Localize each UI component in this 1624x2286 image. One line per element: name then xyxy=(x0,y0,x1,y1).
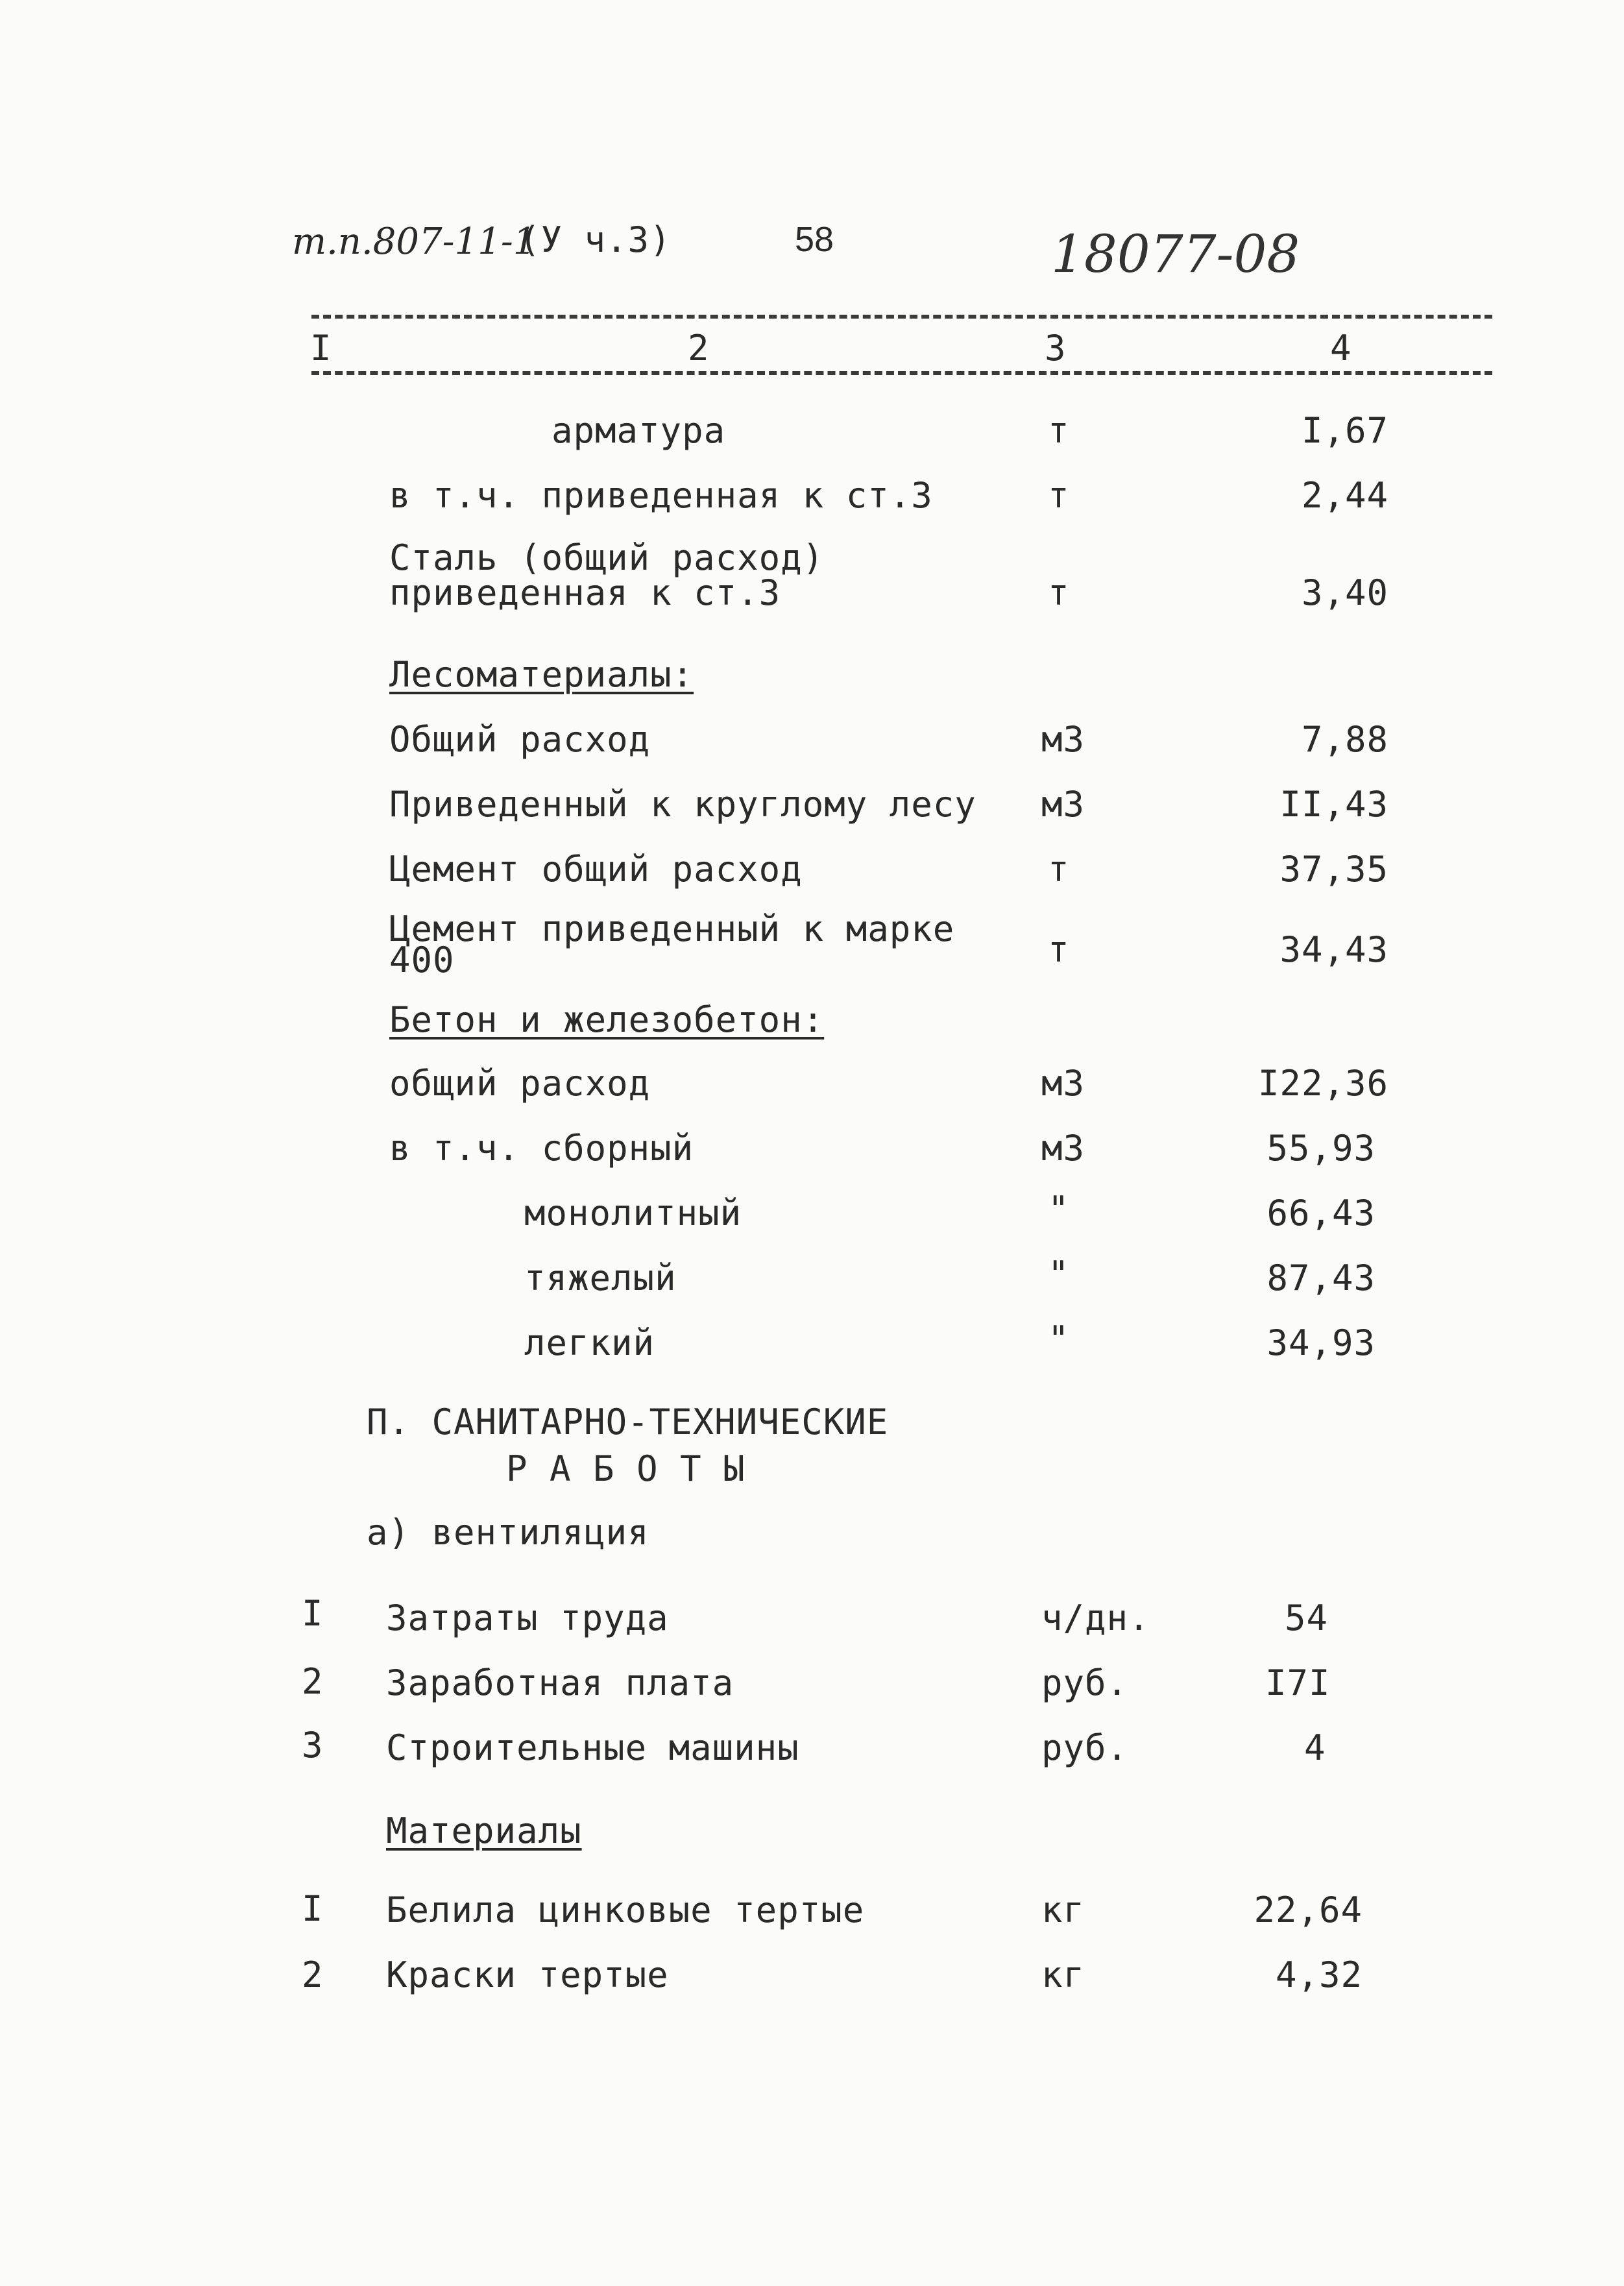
row-value: 3,40 xyxy=(1301,572,1388,613)
material-number: I xyxy=(302,1888,324,1929)
row-name-continuation: приведенная к ст.3 xyxy=(389,572,781,613)
item-unit: руб. xyxy=(1041,1662,1129,1703)
material-unit: кг xyxy=(1041,1954,1085,1995)
row-name: Цемент общий расход xyxy=(389,849,803,890)
item-number: 2 xyxy=(302,1661,324,1702)
row-value: 37,35 xyxy=(1279,849,1388,890)
column-number-1: I xyxy=(310,328,332,369)
row-name: Сталь (общий расход) xyxy=(389,537,825,578)
row-value: 34,43 xyxy=(1279,929,1388,970)
row-name: Приведенный к круглому лесу xyxy=(389,784,976,825)
material-value: 4,32 xyxy=(1275,1954,1363,1995)
row-unit: м3 xyxy=(1041,1063,1085,1104)
subsection-ventilation: а) вентиляция xyxy=(367,1512,649,1553)
row-unit: м3 xyxy=(1041,784,1085,825)
column-number-4: 4 xyxy=(1330,328,1351,369)
material-name: Краски тертые xyxy=(386,1954,669,1995)
row-value: 87,43 xyxy=(1266,1258,1376,1298)
item-value: 4 xyxy=(1304,1727,1326,1768)
item-name: Затраты труда xyxy=(386,1598,669,1638)
row-name: легкий xyxy=(524,1322,655,1363)
section-title: П. САНИТАРНО-ТЕХНИЧЕСКИЕ xyxy=(367,1402,889,1442)
row-name: Общий расход xyxy=(389,719,651,760)
row-name: тяжелый xyxy=(524,1258,677,1298)
header-rule-top xyxy=(311,315,1492,319)
item-number: I xyxy=(302,1593,324,1634)
row-unit: " xyxy=(1048,1189,1070,1230)
row-name-continuation: 400 xyxy=(389,940,455,980)
header-rule-bottom xyxy=(311,371,1492,375)
row-value: 7,88 xyxy=(1301,719,1388,760)
section-title-works: Р А Б О Т Ы xyxy=(506,1448,745,1489)
row-unit: " xyxy=(1048,1254,1070,1295)
group-heading-concrete: Бетон и железобетон: xyxy=(389,999,825,1040)
material-value: 22,64 xyxy=(1254,1890,1363,1930)
item-value: 54 xyxy=(1285,1598,1329,1638)
row-unit: т xyxy=(1048,929,1070,970)
row-name: монолитный xyxy=(524,1193,742,1234)
document-code: т.п.807-11-1 xyxy=(292,221,537,263)
item-name: Заработная плата xyxy=(386,1662,734,1703)
materials-heading: Материалы xyxy=(386,1810,582,1851)
row-value: 34,93 xyxy=(1266,1322,1376,1363)
row-value: 66,43 xyxy=(1266,1193,1376,1234)
row-name: арматура xyxy=(551,410,726,451)
row-name: Цемент приведенный к марке xyxy=(389,908,955,949)
row-unit: т xyxy=(1048,475,1070,516)
material-unit: кг xyxy=(1041,1890,1085,1930)
row-value: I22,36 xyxy=(1257,1063,1388,1104)
row-unit: т xyxy=(1048,849,1070,890)
row-name: общий расход xyxy=(389,1063,651,1104)
item-unit: ч/дн. xyxy=(1041,1598,1150,1638)
group-heading-timber: Лесоматериалы: xyxy=(389,654,694,695)
page-number: 58 xyxy=(795,220,834,259)
row-value: 55,93 xyxy=(1266,1128,1376,1169)
inventory-number: 18077-08 xyxy=(1051,224,1300,284)
row-name: в т.ч. приведенная к ст.3 xyxy=(389,475,933,516)
row-value: 2,44 xyxy=(1301,475,1388,516)
row-unit: т xyxy=(1048,572,1070,613)
row-unit: т xyxy=(1048,410,1070,451)
material-name: Белила цинковые тертые xyxy=(386,1890,865,1930)
row-unit: м3 xyxy=(1041,719,1085,760)
section-label: (У ч.3) xyxy=(519,219,672,260)
material-number: 2 xyxy=(302,1954,324,1995)
row-unit: " xyxy=(1048,1319,1070,1359)
row-name: в т.ч. сборный xyxy=(389,1128,694,1169)
row-value: I,67 xyxy=(1301,410,1388,451)
column-number-3: 3 xyxy=(1045,328,1066,369)
item-number: 3 xyxy=(302,1725,324,1766)
item-unit: руб. xyxy=(1041,1727,1129,1768)
item-value: I7I xyxy=(1265,1662,1331,1703)
column-number-2: 2 xyxy=(688,328,709,369)
row-value: II,43 xyxy=(1279,784,1388,825)
row-unit: м3 xyxy=(1041,1128,1085,1169)
item-name: Строительные машины xyxy=(386,1727,799,1768)
